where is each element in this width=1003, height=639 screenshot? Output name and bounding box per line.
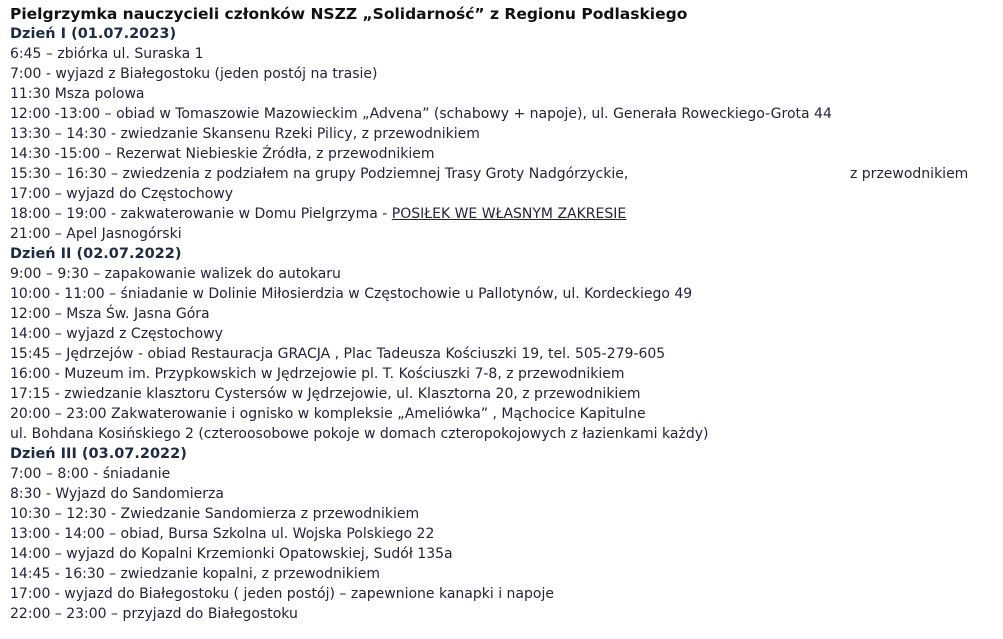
schedule-line: ul. Bohdana Kosińskiego 2 (czteroosobowe pokoje w domach czteropokojowych z łazienkami każdy) [10, 426, 709, 442]
day-heading: Dzień III (03.07.2022) [10, 446, 187, 462]
schedule-line-right: z przewodnikiem [850, 166, 969, 182]
schedule-line: 12:00 – Msza Św. Jasna Góra [10, 306, 210, 322]
schedule-line: 20:00 – 23:00 Zakwaterowanie i ognisko w kompleksie „Ameliówka” , Mąchocice Kapitulne [10, 406, 646, 422]
schedule-line: 17:00 - wyjazd do Białegostoku ( jeden postój) – zapewnione kanapki i napoje [10, 586, 554, 602]
schedule-line: 10:30 – 12:30 - Zwiedzanie Sandomierza z przewodnikiem [10, 506, 420, 522]
day-section-3 [10, 444, 995, 624]
schedule-line: 8:30 - Wyjazd do Sandomierza [10, 486, 224, 502]
document-title: Pielgrzymka nauczycieli członków NSZZ „Solidarność” z Regionu Podlaskiego [10, 5, 688, 23]
day-section-2 [10, 244, 995, 444]
schedule-line: 14:00 – wyjazd do Kopalni Krzemionki Opatowskiej, Sudół 135a [10, 546, 453, 562]
schedule-line: 12:00 -13:00 – obiad w Tomaszowie Mazowieckim „Advena” (schabowy + napoje), ul. Generała Roweckiego-Grota 44 [10, 106, 832, 122]
schedule-line-split [10, 164, 995, 184]
schedule-line: 9:00 – 9:30 – zapakowanie walizek do autokaru [10, 266, 341, 282]
schedule-line: 11:30 Msza polowa [10, 86, 145, 102]
schedule-line: 17:15 - zwiedzanie klasztoru Cystersów w Jędrzejowie, ul. Klasztorna 20, z przewodnikiem [10, 386, 641, 402]
meal-note: POSIŁEK WE WŁASNYM ZAKRESIE [391, 206, 627, 222]
document [10, 4, 995, 624]
day-heading: Dzień II (02.07.2022) [10, 246, 182, 262]
schedule-line: 22:00 – 23:00 – przyjazd do Białegostoku [10, 606, 298, 622]
schedule-line: 10:00 - 11:00 – śniadanie w Dolinie Miłosierdzia w Częstochowie u Pallotynów, ul. Kordeckiego 49 [10, 286, 693, 302]
schedule-line: 21:00 – Apel Jasnogórski [10, 226, 182, 242]
schedule-line: 7:00 - wyjazd z Białegostoku (jeden postój na trasie) [10, 66, 378, 82]
schedule-line: 14:45 - 16:30 – zwiedzanie kopalni, z przewodnikiem [10, 566, 380, 582]
schedule-line: 15:45 – Jędrzejów - obiad Restauracja GRACJA , Plac Tadeusza Kościuszki 19, tel. 505-279-605 [10, 346, 666, 362]
schedule-line: 14:00 – wyjazd z Częstochowy [10, 326, 223, 342]
schedule-line: 17:00 – wyjazd do Częstochowy [10, 186, 233, 202]
day-heading: Dzień I (01.07.2023) [10, 26, 177, 42]
schedule-line-left: 15:30 – 16:30 – zwiedzenia z podziałem na grupy Podziemnej Trasy Groty Nadgórzyckie, [10, 166, 629, 182]
schedule-line: 13:30 – 14:30 - zwiedzanie Skansenu Rzeki Pilicy, z przewodnikiem [10, 126, 480, 142]
schedule-line: 13:00 - 14:00 – obiad, Bursa Szkolna ul. Wojska Polskiego 22 [10, 526, 435, 542]
schedule-line: 16:00 - Muzeum im. Przypkowskich w Jędrzejowie pl. T. Kościuszki 7-8, z przewodnikiem [10, 366, 625, 382]
schedule-line: 6:45 – zbiórka ul. Suraska 1 [10, 46, 204, 62]
schedule-line-with-note [10, 204, 995, 224]
schedule-line: 7:00 – 8:00 - śniadanie [10, 466, 171, 482]
schedule-line: 14:30 -15:00 – Rezerwat Niebieskie Źródła, z przewodnikiem [10, 146, 435, 162]
day-section-1 [10, 24, 995, 244]
schedule-line-prefix: 18:00 – 19:00 - zakwaterowanie w Domu Pielgrzyma - [10, 206, 392, 222]
